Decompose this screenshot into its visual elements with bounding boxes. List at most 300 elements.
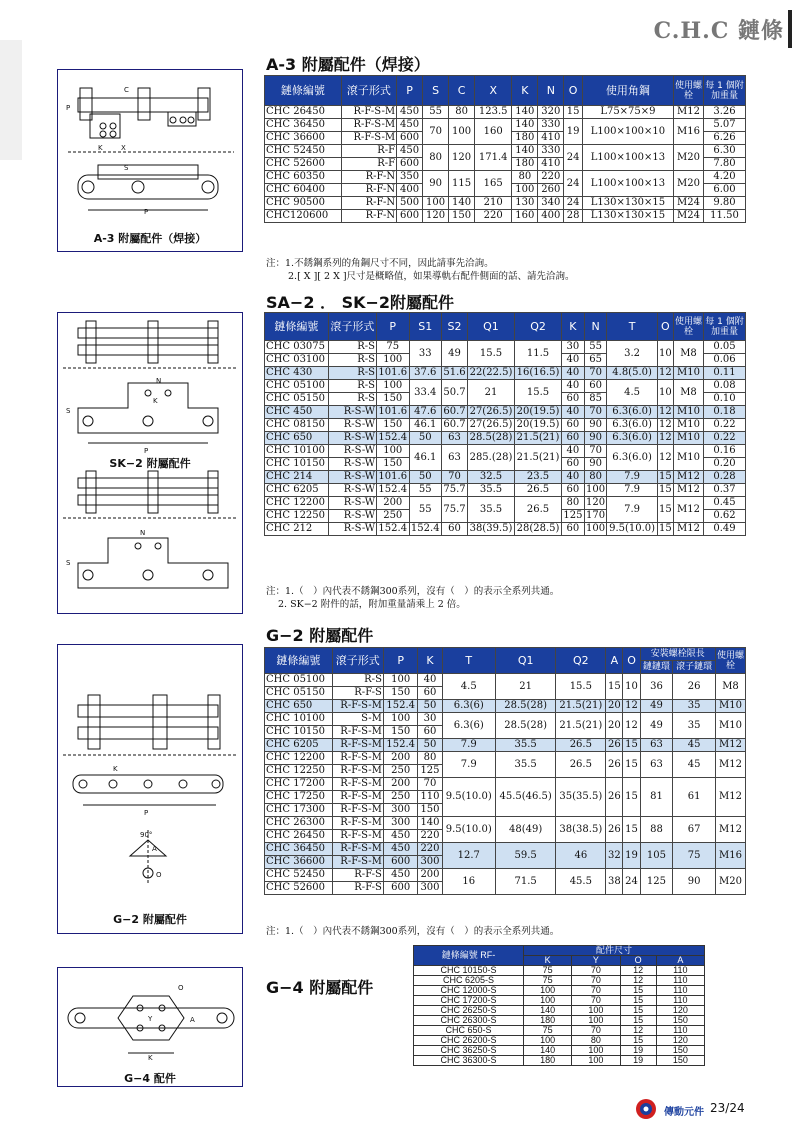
table-cell: CHC 17250 xyxy=(265,791,333,804)
svg-text:N: N xyxy=(156,377,162,385)
g4-table xyxy=(413,945,705,1066)
g2-head-bolt: 使用螺栓 xyxy=(716,648,746,674)
table-cell: 33.4 xyxy=(409,380,442,406)
page-header xyxy=(0,0,802,52)
table-cell: 110 xyxy=(656,976,704,986)
table-cell: CHC 36300-S xyxy=(414,1056,524,1066)
table-cell: 38(38.5) xyxy=(556,817,606,843)
table-cell: 0.22 xyxy=(704,419,746,432)
table-cell: R-S-W xyxy=(328,419,376,432)
table-cell: 15.5 xyxy=(515,380,562,406)
table-cell: R-S-W xyxy=(328,484,376,497)
table-cell: 410 xyxy=(538,158,564,171)
table-cell: 9.5(10.0) xyxy=(442,817,495,843)
table-cell: M20 xyxy=(716,869,746,895)
table-cell: 12 xyxy=(659,419,672,430)
table-cell: 60 xyxy=(584,380,607,393)
table-row xyxy=(414,966,705,976)
table-cell: 105 xyxy=(640,843,673,869)
table-cell: L130×130×15 xyxy=(582,197,673,210)
table-row xyxy=(265,674,746,687)
svg-text:K: K xyxy=(153,397,158,405)
table-row xyxy=(414,1006,705,1016)
table-cell: 7.9 xyxy=(607,497,657,523)
table-cell: 152.4 xyxy=(383,700,418,713)
table-row xyxy=(265,210,746,223)
table-cell: 46.1 xyxy=(409,445,442,471)
table-cell: 110 xyxy=(656,966,704,976)
table-cell: 71.5 xyxy=(495,869,555,895)
table-cell: 80 xyxy=(562,497,585,510)
table-cell: 160 xyxy=(475,119,512,145)
table-cell: 150 xyxy=(656,1056,704,1066)
table-cell: 70 xyxy=(423,119,449,145)
table-cell: 100 xyxy=(524,996,572,1006)
table-cell: R-F-S-M xyxy=(332,856,383,869)
table-cell: 100 xyxy=(524,986,572,996)
g2-head-link: 鏈鏈環 xyxy=(640,661,673,674)
table-cell: CHC 36450 xyxy=(265,119,342,132)
table-cell: 26.5 xyxy=(515,484,562,497)
table-cell: R-F-S-M xyxy=(332,752,383,765)
table-row xyxy=(265,367,746,380)
table-cell: 67 xyxy=(673,817,716,843)
table-cell: 15 xyxy=(620,1036,656,1046)
table-cell: 12 xyxy=(623,713,640,739)
table-cell: CHC 26300-S xyxy=(414,1016,524,1026)
table-cell: 180 xyxy=(512,158,538,171)
table-cell: CHC 60350 xyxy=(265,171,342,184)
table-cell: 19 xyxy=(623,843,640,869)
table-cell: 70 xyxy=(572,966,620,976)
table-cell: 101.6 xyxy=(378,367,408,378)
table-cell: CHC 26200-S xyxy=(414,1036,524,1046)
table-cell: 6.3(6.0) xyxy=(607,419,657,432)
table-cell: 100 xyxy=(383,713,418,726)
table-cell: CHC 17300 xyxy=(265,804,333,817)
table-row xyxy=(414,996,705,1006)
table-cell: 51.6 xyxy=(443,367,466,378)
table-cell: R-F-S-M xyxy=(341,106,396,119)
table-cell: 0.11 xyxy=(704,367,746,380)
table-cell: 75 xyxy=(524,976,572,986)
table-cell: 0.45 xyxy=(704,497,746,510)
table-cell: M12 xyxy=(674,523,704,536)
table-cell: 35.5 xyxy=(495,752,555,778)
a3-note-1: 注：1.不銹鋼系列的角鋼尺寸不同，因此請事先洽詢。 xyxy=(266,258,494,269)
table-cell: 40 xyxy=(562,406,585,419)
table-cell: S-M xyxy=(332,713,383,726)
table-cell: 600 xyxy=(397,158,423,171)
table-cell: R-S xyxy=(328,393,376,406)
table-cell: 32 xyxy=(606,843,623,869)
table-cell: 220 xyxy=(418,830,442,843)
table-cell: 75.7 xyxy=(443,484,466,495)
table-cell: 27(26.5) xyxy=(467,406,514,419)
table-cell: 7.9 xyxy=(607,484,657,497)
table-cell: 80 xyxy=(423,145,449,171)
table-cell: 35.5 xyxy=(495,739,555,752)
table-cell: CHC 05100 xyxy=(265,380,329,393)
g2-note-1: 注：1.（ ）內代表不銹鋼300系列，沒有（ ）的表示全系列共通。 xyxy=(266,926,560,937)
table-row xyxy=(265,171,746,184)
table-cell: 15.5 xyxy=(467,341,514,367)
table-cell: 285.(28) xyxy=(467,445,514,471)
table-row xyxy=(414,1026,705,1036)
table-cell: CHC 450 xyxy=(265,406,329,419)
table-cell: CHC 6205 xyxy=(265,739,333,752)
a3-head-weight: 每 1 個附加重量 xyxy=(704,76,746,106)
table-cell: 130 xyxy=(512,197,538,210)
table-cell: M10 xyxy=(674,367,704,380)
table-cell: R-S-W xyxy=(328,471,376,484)
table-cell: 0.49 xyxy=(704,523,746,536)
table-cell: 70 xyxy=(572,976,620,986)
table-cell: 12 xyxy=(623,700,640,713)
table-cell: 15 xyxy=(623,752,640,778)
table-cell: 38 xyxy=(606,869,623,895)
table-cell: 6.30 xyxy=(704,145,746,158)
svg-text:N: N xyxy=(140,529,146,537)
table-cell: 60 xyxy=(562,484,585,497)
sa2-note-1: 注：1.（ ）內代表不銹鋼300系列，沒有（ ）的表示全系列共通。 xyxy=(266,586,560,597)
svg-text:S: S xyxy=(66,559,71,567)
sa2-note-2: 2. SK−2 附件的話，附加重量請乘上 2 倍。 xyxy=(278,599,466,610)
table-cell: CHC 10150 xyxy=(265,726,333,739)
table-row xyxy=(265,739,746,752)
table-cell: L75×75×9 xyxy=(582,106,673,119)
svg-text:K: K xyxy=(98,144,103,152)
table-row xyxy=(414,1016,705,1026)
svg-text:O: O xyxy=(178,984,184,992)
table-cell: 100 xyxy=(383,674,418,687)
table-cell: 26 xyxy=(606,752,623,778)
table-cell: 70 xyxy=(572,986,620,996)
table-cell: 4.20 xyxy=(704,171,746,184)
table-cell: 100 xyxy=(572,1046,620,1056)
sa2-head-S1: S1 xyxy=(409,313,442,341)
g2-head-K: K xyxy=(418,648,442,674)
table-cell: CHC 36250-S xyxy=(414,1046,524,1056)
table-cell: 15 xyxy=(620,1016,656,1026)
table-cell: 0.06 xyxy=(704,354,746,367)
table-cell: R-F-S xyxy=(332,687,383,700)
table-cell: R-F xyxy=(341,145,396,158)
svg-text:S: S xyxy=(66,407,71,415)
table-cell: 90 xyxy=(673,869,716,895)
svg-text:C: C xyxy=(124,86,129,94)
table-cell: CHC 12250 xyxy=(265,765,333,778)
sa2-head-P: P xyxy=(377,313,410,341)
table-cell: 101.6 xyxy=(378,406,408,417)
table-cell: 3.26 xyxy=(704,106,746,119)
table-cell: 26 xyxy=(606,817,623,843)
table-cell: M12 xyxy=(716,739,746,752)
table-row xyxy=(265,869,746,882)
table-cell: 75 xyxy=(524,966,572,976)
table-cell: R-F-S-M xyxy=(332,817,383,830)
table-cell: CHC 430 xyxy=(265,367,329,380)
table-cell: M24 xyxy=(674,197,704,210)
table-cell: R-F-N xyxy=(341,210,396,223)
table-cell: 20(19.5) xyxy=(515,406,562,419)
table-cell: 200 xyxy=(418,869,442,882)
table-cell: 75 xyxy=(524,1026,572,1036)
table-cell: 110 xyxy=(656,996,704,1006)
table-cell: 21.5(21) xyxy=(515,432,562,445)
table-cell: 10 xyxy=(623,674,640,700)
table-cell: 19 xyxy=(620,1046,656,1056)
table-cell: 450 xyxy=(383,830,418,843)
table-cell: 46.1 xyxy=(409,419,442,432)
table-cell: 80 xyxy=(449,106,475,119)
table-cell: 80 xyxy=(572,1036,620,1046)
svg-text:K: K xyxy=(148,1054,153,1062)
table-row xyxy=(265,197,746,210)
table-cell: R-F-S xyxy=(332,882,383,895)
table-cell: CHC 12200 xyxy=(265,752,333,765)
table-cell: 70 xyxy=(572,996,620,1006)
table-cell: 150 xyxy=(449,210,475,223)
table-cell: 26.5 xyxy=(515,497,562,523)
table-cell: CHC 36600 xyxy=(265,132,342,145)
table-row xyxy=(414,1046,705,1056)
table-row xyxy=(414,976,705,986)
table-cell: 75 xyxy=(673,843,716,869)
a3-head-X: X xyxy=(475,76,512,106)
table-cell: R-S-W xyxy=(328,497,376,510)
table-cell: 100 xyxy=(524,1036,572,1046)
table-cell: M10 xyxy=(674,419,704,432)
table-cell: 60 xyxy=(562,419,585,432)
table-cell: CHC 10150 xyxy=(265,458,329,471)
table-cell: 60 xyxy=(562,458,585,471)
table-cell: 12 xyxy=(657,445,673,471)
table-cell: 12 xyxy=(659,367,672,378)
table-cell: 600 xyxy=(383,856,418,869)
table-cell: 200 xyxy=(383,778,418,791)
table-cell: CHC 10150-S xyxy=(414,966,524,976)
table-cell: 152.4 xyxy=(383,739,418,752)
table-cell: L100×100×13 xyxy=(582,145,673,171)
table-cell: 7.9 xyxy=(442,752,495,778)
table-cell: 60 xyxy=(418,726,442,739)
table-cell: 330 xyxy=(538,145,564,158)
table-cell: R-F-S-M xyxy=(332,791,383,804)
sa2-head-chain: 鏈條編號 xyxy=(265,313,329,341)
table-cell: 40 xyxy=(418,674,442,687)
table-cell: 88 xyxy=(640,817,673,843)
table-cell: 120 xyxy=(423,210,449,223)
table-cell: CHC 26450 xyxy=(265,106,342,119)
table-cell: 101.6 xyxy=(378,471,408,482)
table-cell: 19 xyxy=(564,119,583,145)
table-cell: M12 xyxy=(716,778,746,817)
table-cell: 100 xyxy=(423,197,449,210)
table-cell: 152.4 xyxy=(378,432,408,443)
table-cell: CHC 26250-S xyxy=(414,1006,524,1016)
table-cell: 6.26 xyxy=(704,132,746,145)
table-cell: R-S-W xyxy=(328,406,376,419)
table-cell: 152.4 xyxy=(378,484,408,495)
table-cell: 120 xyxy=(449,145,475,171)
table-cell: 40 xyxy=(562,367,585,380)
table-cell: 600 xyxy=(383,882,418,895)
g4-head-O: O xyxy=(620,956,656,966)
table-cell: 49 xyxy=(640,713,673,739)
table-row xyxy=(265,380,746,393)
a3-head-angle: 使用角鋼 xyxy=(582,76,673,106)
table-row xyxy=(265,713,746,726)
g2-head-rlink: 滾子鏈環 xyxy=(673,661,716,674)
table-cell: 70 xyxy=(584,367,607,380)
table-cell: 150 xyxy=(377,419,410,432)
table-cell: 180 xyxy=(512,132,538,145)
g2-diagram xyxy=(57,644,243,934)
table-cell: 40 xyxy=(562,471,585,484)
table-cell: R-F-N xyxy=(341,184,396,197)
table-cell: 120 xyxy=(656,1036,704,1046)
table-cell: 45.5(46.5) xyxy=(495,778,555,817)
table-cell: R-F-S-M xyxy=(332,843,383,856)
table-cell: 0.20 xyxy=(704,458,746,471)
a3-diagram xyxy=(57,69,243,252)
table-row xyxy=(265,432,746,445)
table-cell: 160 xyxy=(512,210,538,223)
table-cell: 24 xyxy=(623,869,640,895)
table-cell: 10 xyxy=(657,341,673,367)
table-cell: 140 xyxy=(512,145,538,158)
a3-title: A-3 附屬配件（焊接） xyxy=(266,55,430,74)
svg-text:A: A xyxy=(190,1016,195,1024)
table-cell: 140 xyxy=(449,197,475,210)
table-cell: 35.5 xyxy=(467,497,514,523)
table-cell: R-S-W xyxy=(328,458,376,471)
table-cell: 35 xyxy=(673,700,716,713)
table-cell: 15 xyxy=(659,471,672,482)
g2-head-chain: 鏈條編號 xyxy=(265,648,333,674)
svg-text:P: P xyxy=(66,104,71,112)
table-cell: 210 xyxy=(475,197,512,210)
table-cell: R-S-W xyxy=(328,432,376,445)
table-cell: 12 xyxy=(620,976,656,986)
a3-head-O: O xyxy=(564,76,583,106)
table-row xyxy=(265,145,746,158)
table-cell: 20 xyxy=(606,713,623,739)
table-cell: 260 xyxy=(538,184,564,197)
table-cell: 65 xyxy=(584,354,607,367)
table-cell: M12 xyxy=(674,484,704,497)
table-cell: 40 xyxy=(562,445,585,458)
table-cell: 450 xyxy=(397,119,423,132)
table-row xyxy=(265,484,746,497)
table-cell: 28.5(28) xyxy=(495,713,555,739)
table-cell: CHC 6205-S xyxy=(414,976,524,986)
table-cell: CHC 12250 xyxy=(265,510,329,523)
table-cell: 6.3(6.0) xyxy=(607,445,657,471)
table-cell: 125 xyxy=(563,510,583,521)
g2-head-Q1: Q1 xyxy=(495,648,555,674)
table-cell: 49 xyxy=(442,341,468,367)
table-cell: 55 xyxy=(584,341,607,354)
table-cell: 30 xyxy=(562,341,585,354)
table-cell: 6.3(6.0) xyxy=(607,406,657,419)
table-cell: 28.5(28) xyxy=(467,432,514,445)
table-cell: 450 xyxy=(383,869,418,882)
table-cell: 0.37 xyxy=(704,484,746,497)
sa2-body xyxy=(265,341,746,536)
table-cell: 24 xyxy=(564,145,583,171)
table-cell: M12 xyxy=(716,752,746,778)
table-cell: 59.5 xyxy=(495,843,555,869)
table-cell: 120 xyxy=(656,1006,704,1016)
brand-rule xyxy=(788,10,792,48)
table-cell: CHC 17200-S xyxy=(414,996,524,1006)
table-cell: CHC 212 xyxy=(265,523,329,536)
footer-company: 傳動元件 xyxy=(664,1107,704,1118)
table-cell: 85 xyxy=(584,393,607,406)
table-cell: R-F-S-M xyxy=(332,765,383,778)
table-cell: CHC 6205 xyxy=(265,484,329,497)
table-row xyxy=(265,119,746,132)
svg-text:K: K xyxy=(113,765,118,773)
table-cell: CHC 17200 xyxy=(265,778,333,791)
g4-head-K: K xyxy=(524,956,572,966)
table-cell: 26 xyxy=(606,739,623,752)
table-cell: M16 xyxy=(674,119,704,145)
table-cell: 125 xyxy=(418,765,442,778)
table-cell: 63 xyxy=(640,752,673,778)
sa2-head-O: O xyxy=(657,313,673,341)
table-cell: 45.5 xyxy=(556,869,606,895)
table-cell: CHC 26450 xyxy=(265,830,333,843)
table-cell: 12.7 xyxy=(442,843,495,869)
table-cell: 11.50 xyxy=(704,210,746,223)
table-cell: R-F xyxy=(341,158,396,171)
table-row xyxy=(265,406,746,419)
table-cell: CHC 214 xyxy=(265,471,329,484)
table-cell: 50 xyxy=(418,700,442,713)
table-cell: 150 xyxy=(418,804,442,817)
table-cell: R-F-N xyxy=(341,197,396,210)
table-cell: 75.7 xyxy=(442,497,468,523)
table-row xyxy=(414,986,705,996)
table-cell: CHC 650 xyxy=(265,432,329,445)
table-cell: 15 xyxy=(659,523,672,534)
g2-title: G−2 附屬配件 xyxy=(266,626,374,645)
sa2-head-S2: S2 xyxy=(442,313,468,341)
table-cell: CHC 12200 xyxy=(265,497,329,510)
table-cell: 110 xyxy=(656,986,704,996)
table-cell: R-S xyxy=(328,380,376,393)
table-cell: R-F-S-M xyxy=(332,700,383,713)
table-cell: 60 xyxy=(442,523,468,536)
table-cell: 100 xyxy=(512,184,538,197)
table-cell: 49 xyxy=(640,700,673,713)
table-cell: 7.9 xyxy=(607,471,657,484)
table-cell: 0.18 xyxy=(704,406,746,419)
table-cell: R-F-S-M xyxy=(341,119,396,132)
g4-caption: G−4 配件 xyxy=(124,1072,176,1085)
sa2-head-Q2: Q2 xyxy=(515,313,562,341)
table-cell: 140 xyxy=(418,817,442,830)
table-cell: 450 xyxy=(397,106,423,119)
table-cell: 40 xyxy=(562,380,585,393)
table-cell: 60 xyxy=(562,523,585,536)
table-cell: 15 xyxy=(623,817,640,843)
table-cell: 60 xyxy=(562,393,585,406)
table-cell: 80 xyxy=(584,471,607,484)
